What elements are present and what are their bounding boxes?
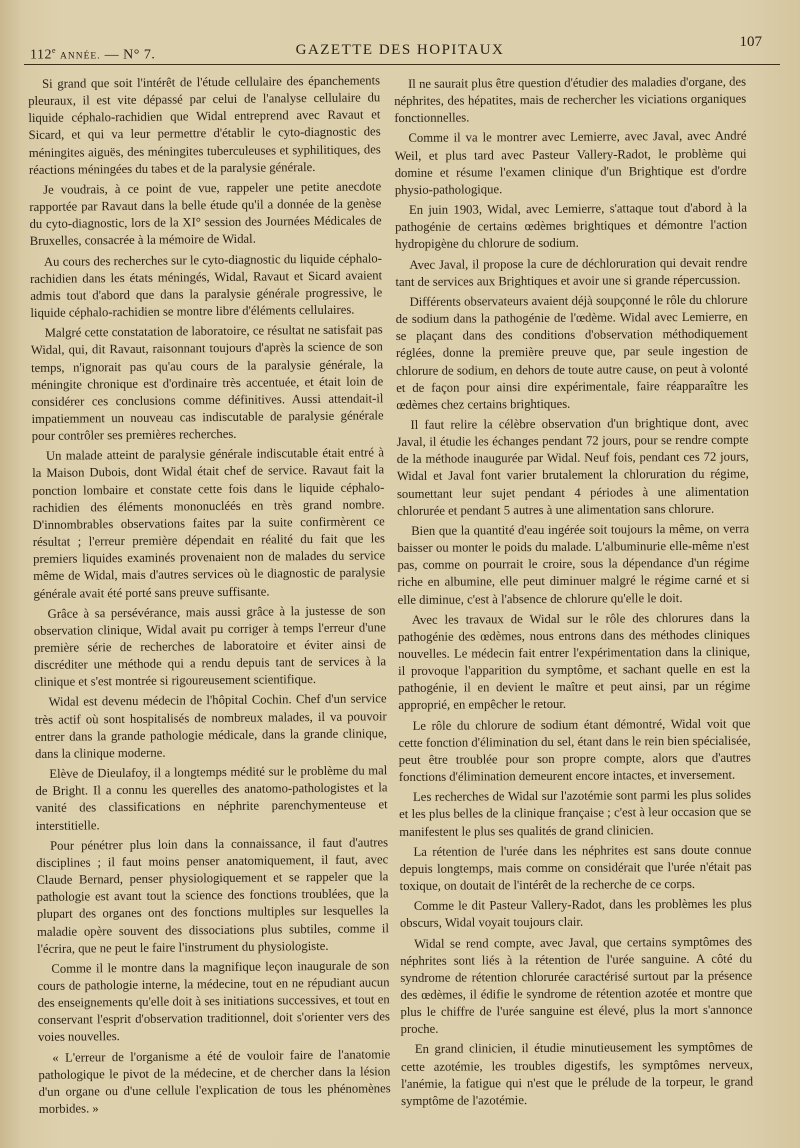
paragraph: Avec Javal, il propose la cure de déchloruration qui devait rendre tant de services aux Brightiques et avoir une si grande répercussion. bbox=[395, 255, 748, 289]
header-rule bbox=[24, 64, 780, 65]
paragraph: Malgré cette constatation de laboratoire, ce résultat ne satisfait pas Widal, qui, dit Ravaut, raisonnant toujours d'après la science de son temps, n'ignorait pas qu'au cours de la paralysie générale, la méningite chronique est d'ordinaire très accentuée, et était loin de considérer ces conclusions comme définitives. Aussi attendait-il impatiemment un nouveau cas indiscutable de paralysie générale pour contrôler ses premières recherches. bbox=[30, 322, 384, 444]
paragraph: Grâce à sa persévérance, mais aussi grâce à la justesse de son observation clinique, Widal avait pu corriger à temps l'erreur d'une première série de recherches de laboratoire et éviter ainsi de discréditer une méthode qui a rendu depuis tant de services à la clinique et s'est montrée si rigoureusement scientifique. bbox=[33, 602, 387, 690]
paragraph: La rétention de l'urée dans les néphrites est sans doute connue depuis longtemps, mais comme on considérait que l'urée n'était pas toxique, on doutait de l'intérêt de la recherche de ce corps. bbox=[399, 842, 752, 894]
paragraph: Pour pénétrer plus loin dans la connaissance, il faut d'autres disciplines ; il faut moins penser anatomiquement, il faut, avec Claude Bernard, penser physiologiquement et se rappeler que la pathologie est avant tout la science des fonctions troublées, que la plupart des organes ont des fonctions multiples sur lesquelles la maladie opère souvent des dissociations plus subtiles, comme il l'écrira, que ne peut le faire l'instrument du physiologiste. bbox=[36, 834, 390, 956]
paragraph: Comme il va le montrer avec Lemierre, avec Javal, avec André Weil, et plus tard avec Pasteur Vallery-Radot, le problème qui domine et résume l'examen clinique d'un Brightique est d'ordre physio-pathologique. bbox=[394, 129, 747, 197]
year-suffix: e bbox=[51, 46, 57, 55]
paragraph: Comme il le montre dans la magnifique leçon inaugurale de son cours de pathologie interne, la médecine, tout en ne répudiant aucun des enseignements qu'elle doit à ses initiations successives, et tout en conservant l'esprit d'observation traditionnel, doit s'orienter vers des voies nouvelles. bbox=[37, 958, 390, 1045]
paragraph: Widal est devenu médecin de l'hôpital Cochin. Chef d'un service très actif où sont hospitalisés de nombreux malades, il va pouvoir entrer dans la grande pathologie médicale, dans la grande clinique, dans la clinique moderne. bbox=[34, 691, 387, 761]
paragraph: Elève de Dieulafoy, il a longtemps médité sur le problème du mal de Bright. Il a connu les querelles des anatomo-pathologistes et la vanité des classifications en néphrite parenchymenteuse et interstitielle. bbox=[35, 763, 388, 833]
paragraph: En grand clinicien, il étudie minutieusement les symptômes de cette azotémie, les troubles digestifs, les symptômes nerveux, l'anémie, la fatigue qui n'est que le prélude de la torpeur, le grand symptôme de l'azotémie. bbox=[400, 1039, 754, 1108]
quote-paragraph: « L'erreur de l'organisme a été de vouloir faire de l'anatomie pathologique le pivot de la médecine, et de chercher dans la lésion d'un organe ou d'une cellule l'explication de tous les phénomènes morbides. » bbox=[38, 1046, 391, 1117]
paragraph: Différents observateurs avaient déjà soupçonné le rôle du chlorure de sodium dans la pathogénie de l'œdème. Widal avec Lemierre, en se plaçant dans des conditions d'observation méthodiquement réglées, donne la première preuve que, par seule ingestion de chlorure de sodium, en dehors de toute autre cause, on peut à volonté et de façon pour ainsi dire expérimentale, faire réapparaître les œdèmes chez certains brightiques. bbox=[395, 292, 749, 412]
journal-title: GAZETTE DES HOPITAUX bbox=[295, 42, 505, 58]
page-number: 107 bbox=[739, 34, 762, 50]
paragraph: Bien que la quantité d'eau ingérée soit toujours la même, on verra baisser ou monter le poids du malade. L'albuminurie elle-même n'est pas, comme on pourrait le croire, sous la dépendance d'un régime riche en albumine, elle peut diminuer malgré le régime carné et si elle diminue, c'est à l'absence de chlorure qu'elle le doit. bbox=[397, 521, 750, 607]
paragraph: Si grand que soit l'intérêt de l'étude cellulaire des épanchements pleuraux, il est vite dépassé par celui de l'analyse cellulaire du liquide céphalo-rachidien que Widal entreprend avec Ravaut et Sicard, et qui va leur permettre d'établir le cyto-diagnostic des méningites aiguës, des méningites tuberculeuses et syphilitiques, des réactions méningées du tabes et de la paralysie générale. bbox=[28, 73, 381, 177]
year-number: 112 bbox=[30, 47, 52, 63]
issue-number: — N° 7. bbox=[104, 47, 156, 63]
page-header bbox=[30, 34, 770, 68]
paragraph: En juin 1903, Widal, avec Lemierre, s'attaque tout d'abord à la pathogénie de certains œdèmes brightiques et démontre l'action hydropigène du chlorure de sodium. bbox=[395, 200, 748, 252]
year-word: ANNÉE. bbox=[60, 51, 101, 62]
paragraph: Les recherches de Widal sur l'azotémie sont parmi les plus solides et les plus belles de la clinique française ; c'est à leur occasion que se manifestent le plus ses qualités de grand clinicien. bbox=[399, 787, 752, 839]
paragraph: Je voudrais, à ce point de vue, rappeler une petite anecdote rapportée par Ravaut dans la belle étude qu'il a donnée de la genèse du cyto-diagnostic, lors de la XI° session des Journées Médicales de Bruxelles, consacrée à la mémoire de Widal. bbox=[29, 179, 382, 249]
paragraph: Avec les travaux de Widal sur le rôle des chlorures dans la pathogénie des œdèmes, nous entrons dans des méthodes cliniques nouvelles. Le médecin fait entrer l'expérimentation dans la clinique, il provoque l'apparition du symptôme, et sachant quelle en est la pathogénie, il en devient le maître et peut ainsi, par un régime approprié, en empêcher le retour. bbox=[397, 610, 751, 713]
paragraph: Au cours des recherches sur le cyto-diagnostic du liquide céphalo-rachidien dans les états méningés, Widal, Ravaut et Sicard avaient admis tout d'abord que dans la paralysie générale progressive, le liquide céphalo-rachidien se montre libre d'éléments cellulaires. bbox=[30, 250, 383, 321]
paragraph: Il ne saurait plus être question d'étudier des maladies d'organe, des néphrites, des hépatites, mais de rechercher les viciations organiques fonctionnelles. bbox=[394, 74, 747, 126]
right-column bbox=[394, 74, 753, 1113]
paragraph: Un malade atteint de paralysie générale indiscutable était entré à la Maison Dubois, dont Widal était chef de service. Ravaut fait la ponction lombaire et constate cette fois dans le liquide céphalo-rachidien des éléments mononucléés en très grand nombre. D'innombrables observations faites par la suite confirmèrent ce résultat ; l'erreur première dépendait en réalité du fait que les premiers liquides examinés provenaient non de malades du service même de Widal, mais d'autres services où le diagnostic de paralysie générale avait été porté sans preuve suffisante. bbox=[32, 445, 386, 601]
paragraph: Widal se rend compte, avec Javal, que certains symptômes des néphrites sont liés à la rétention de l'urée sanguine. A côté du syndrome de rétention chlorurée caractérisé surtout par la présence des œdèmes, il édifie le syndrome de rétention azotée et montre que plus le chiffre de l'urée sanguine est élevé, plus la mort s'annonce proche. bbox=[400, 934, 753, 1037]
paragraph: Le rôle du chlorure de sodium étant démontré, Widal voit que cette fonction d'élimination du sel, étant dans le rein bien spécialisée, peut être troublée pour son propre compte, alors que d'autres fonctions d'élimination demeurent encore intactes, et inversement. bbox=[398, 716, 751, 785]
paragraph: Comme le dit Pasteur Vallery-Radot, dans les problèmes les plus obscurs, Widal voyait toujours clair. bbox=[399, 896, 752, 931]
paragraph: Il faut relire la célèbre observation d'un brightique dont, avec Javal, il étudie les échanges pendant 72 jours, pour se rendre compte de la méthode inaugurée par Widal. Neuf fois, pendant ces 72 jours, Widal et Javal font varier brutalement la chloruration du régime, soumettant leur sujet pendant 4 périodes à une alimentation chlorurée et pendant 5 autres à une alimentation sans chlorure. bbox=[396, 415, 749, 518]
left-column bbox=[28, 72, 391, 1121]
